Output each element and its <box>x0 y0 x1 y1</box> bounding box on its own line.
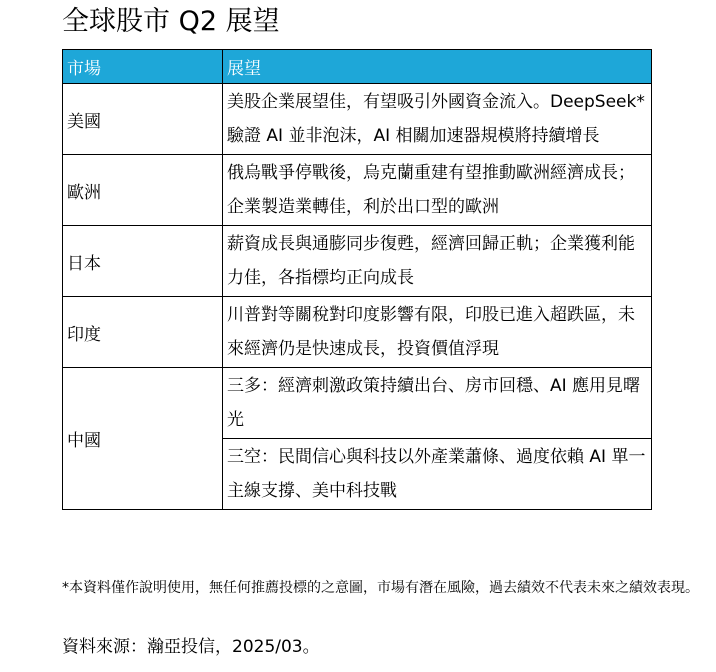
market-cell: 歐洲 <box>63 155 223 226</box>
outlook-text: 三空：民間信心與科技以外產業蕭條、過度依賴 AI 單一主線支撐、美中科技戰 <box>227 447 646 501</box>
table-row <box>63 226 652 297</box>
table-row <box>63 368 652 439</box>
table-row <box>63 84 652 155</box>
disclaimer-note: *本資料僅作說明使用，無任何推薦投標的之意圖，市場有潛在風險，過去績效不代表未來之績效表現。 <box>62 580 699 596</box>
outlook-cell <box>223 368 652 439</box>
outlook-cell <box>223 84 652 155</box>
outlook-table <box>62 49 652 510</box>
outlook-text: 俄烏戰爭停戰後，烏克蘭重建有望推動歐洲經濟成長；企業製造業轉佳，利於出口型的歐洲 <box>227 163 635 217</box>
outlook-text: 三多：經濟刺激政策持續出台、房市回穩、AI 應用見曙光 <box>227 376 641 430</box>
outlook-cell <box>223 297 652 368</box>
outlook-cell <box>223 226 652 297</box>
outlook-text: 川普對等關稅對印度影響有限，印股已進入超跌區，未來經濟仍是快速成長，投資價值浮現 <box>227 305 635 359</box>
header-market: 市場 <box>63 50 223 84</box>
table-row <box>63 297 652 368</box>
outlook-text: 薪資成長與通膨同步復甦，經濟回歸正軌；企業獲利能力佳，各指標均正向成長 <box>227 234 635 288</box>
page-title: 全球股市 Q2 展望 <box>62 6 280 37</box>
outlook-text: 美股企業展望佳，有望吸引外國資金流入。DeepSeek*驗證 AI 並非泡沫，AI 相關加速器規模將持續增長 <box>227 92 645 146</box>
table-row <box>63 155 652 226</box>
source-line: 資料來源：瀚亞投信，2025/03。 <box>62 637 320 657</box>
table-header-row <box>63 50 652 84</box>
market-cell: 日本 <box>63 226 223 297</box>
header-outlook: 展望 <box>223 50 652 84</box>
market-cell: 中國 <box>63 368 223 510</box>
outlook-cell <box>223 439 652 510</box>
outlook-cell <box>223 155 652 226</box>
market-cell: 印度 <box>63 297 223 368</box>
market-cell: 美國 <box>63 84 223 155</box>
